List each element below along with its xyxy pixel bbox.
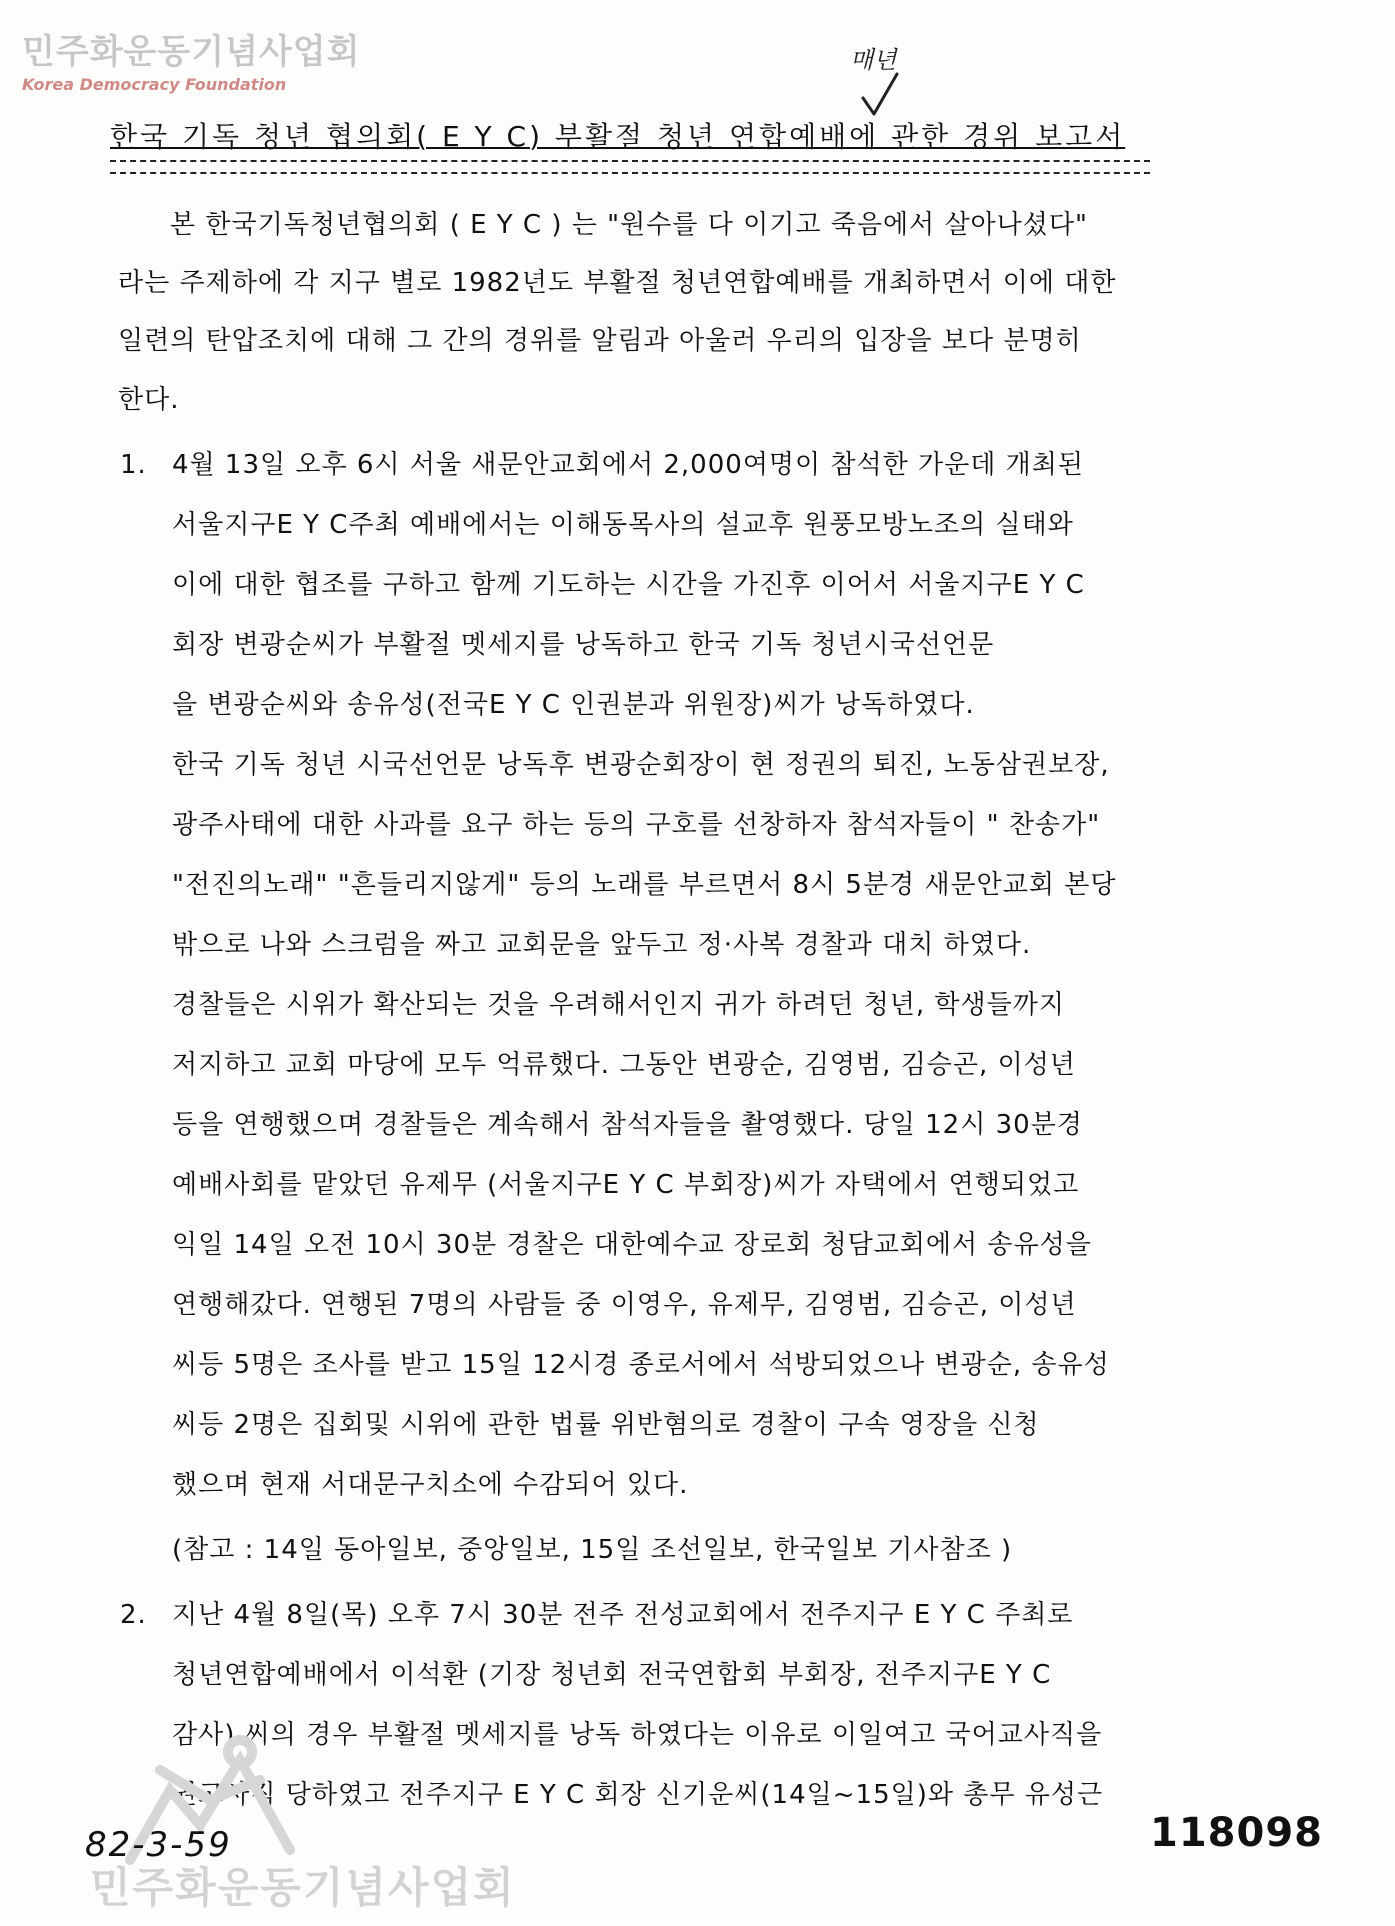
- title-text: 한국 기독 청년 협의회( E Y C) 부활절 청년 연합예배에 관한 경위 보고서: [110, 120, 1126, 153]
- intro-line: 한다.: [118, 385, 180, 415]
- watermark-english: Korea Democracy Foundation: [22, 75, 287, 94]
- check-mark-icon: [860, 70, 900, 120]
- item-line: 광주사태에 대한 사과를 요구 하는 등의 구호를 선창하자 참석자들이 " 찬송가": [172, 810, 1101, 840]
- item-line: 서울지구E Y C주최 예배에서는 이해동목사의 설교후 원풍모방노조의 실태와: [172, 510, 1074, 540]
- item-line: "전진의노래" "흔들리지않게" 등의 노래를 부르면서 8시 5분경 새문안교회 본당: [172, 870, 1117, 900]
- item-number: 1.: [120, 450, 147, 480]
- item-line: 연행해갔다. 연행된 7명의 사람들 중 이영우, 유제무, 김영범, 김승곤, 이성년: [172, 1290, 1077, 1320]
- item-line: 했으며 현재 서대문구치소에 수감되어 있다.: [172, 1470, 689, 1500]
- title-double-rule: [110, 160, 1150, 174]
- item-line: 밖으로 나와 스크럼을 짜고 교회문을 앞두고 정·사복 경찰과 대치 하였다.: [172, 930, 1032, 960]
- item-line: 씨등 5명은 조사를 받고 15일 12시경 종로서에서 석방되었으나 변광순, 송유성: [172, 1350, 1110, 1380]
- intro-line: 라는 주제하에 각 지구 별로 1982년도 부활절 청년연합예배를 개최하면서 이에 대한: [118, 268, 1117, 298]
- item-line: 저지하고 교회 마당에 모두 억류했다. 그동안 변광순, 김영범, 김승곤, 이성년: [172, 1050, 1076, 1080]
- handwritten-note: 매년: [850, 46, 897, 74]
- document-title: [110, 115, 1160, 155]
- item-line: 예배사회를 맡았던 유제무 (서울지구E Y C 부회장)씨가 자택에서 연행되었고: [172, 1170, 1080, 1200]
- item-number: 2.: [120, 1600, 147, 1630]
- item-line: 이에 대한 협조를 구하고 함께 기도하는 시간을 가진후 이어서 서울지구E Y C: [172, 570, 1085, 600]
- item-line: 권고사직 당하였고 전주지구 E Y C 회장 신기운씨(14일~15일)와 총무 유성근: [172, 1780, 1104, 1810]
- item-line: 경찰들은 시위가 확산되는 것을 우려해서인지 귀가 하려던 청년, 학생들까지: [172, 990, 1065, 1020]
- reference-note: (참고 : 14일 동아일보, 중앙일보, 15일 조선일보, 한국일보 기사참조 ): [172, 1535, 1013, 1565]
- item-line: 지난 4월 8일(목) 오후 7시 30분 전주 전성교회에서 전주지구 E Y C 주최로: [172, 1600, 1074, 1630]
- intro-line: 일련의 탄압조치에 대해 그 간의 경위를 알림과 아울러 우리의 입장을 보다 분명히: [118, 326, 1082, 356]
- item-line: 씨등 2명은 집회및 시위에 관한 법률 위반혐의로 경찰이 구속 영장을 신청: [172, 1410, 1040, 1440]
- item-line: 감사) 씨의 경우 부활절 멧세지를 낭독 하였다는 이유로 이일여고 국어교사직을: [172, 1720, 1103, 1750]
- foundation-watermark: [22, 24, 360, 94]
- item-line: 4월 13일 오후 6시 서울 새문안교회에서 2,000여명이 참석한 가운데 개최된: [172, 450, 1084, 480]
- item-line: 한국 기독 청년 시국선언문 낭독후 변광순회장이 현 정권의 퇴진, 노동삼권보장,: [172, 750, 1110, 780]
- item-line: 익일 14일 오전 10시 30분 경찰은 대한예수교 장로회 청담교회에서 송유성을: [172, 1230, 1092, 1260]
- item-line: 등을 연행했으며 경찰들은 계속해서 참석자들을 촬영했다. 당일 12시 30분경: [172, 1110, 1083, 1140]
- footer-watermark: 민주화운동기념사업회: [90, 1863, 516, 1912]
- item-line: 청년연합예배에서 이석환 (기장 청년회 전국연합회 부회장, 전주지구E Y C: [172, 1660, 1052, 1690]
- watermark-korean: 민주화운동기념사업회: [22, 32, 361, 72]
- archive-code: 82-3-59: [85, 1825, 232, 1865]
- item-line: 을 변광순씨와 송유성(전국E Y C 인권분과 위원장)씨가 낭독하였다.: [172, 690, 975, 720]
- page-number: 118098: [1150, 1810, 1323, 1856]
- intro-line: 본 한국기독청년협의회 ( E Y C ) 는 "원수를 다 이기고 죽음에서 살아나셨다": [170, 210, 1088, 240]
- item-line: 회장 변광순씨가 부활절 멧세지를 낭독하고 한국 기독 청년시국선언문: [172, 630, 995, 660]
